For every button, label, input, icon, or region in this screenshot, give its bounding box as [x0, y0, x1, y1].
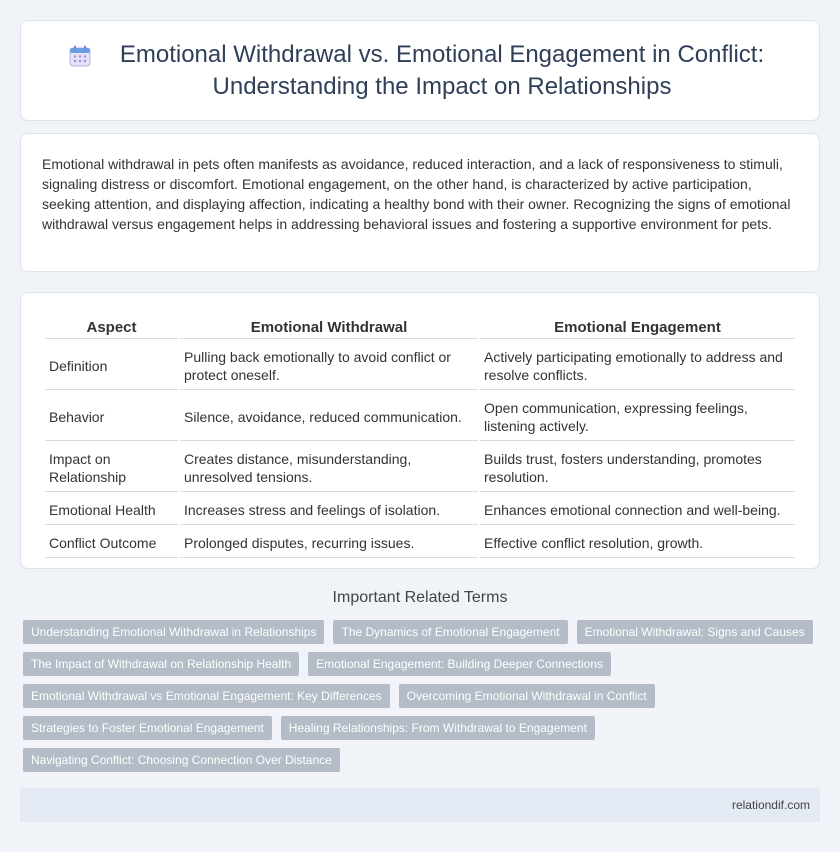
comparison-table — [43, 313, 797, 560]
cell-aspect: Conflict Outcome — [45, 527, 178, 558]
table-row — [45, 527, 795, 558]
related-term-link[interactable]: Emotional Engagement: Building Deeper Connections — [308, 652, 611, 676]
cell-aspect: Emotional Health — [45, 494, 178, 525]
table-row — [45, 341, 795, 390]
related-term-link[interactable]: Understanding Emotional Withdrawal in Relationships — [23, 620, 324, 644]
related-term-link[interactable]: Navigating Conflict: Choosing Connection Over Distance — [23, 748, 340, 772]
cell-aspect: Behavior — [45, 392, 178, 441]
related-term-link[interactable]: Emotional Withdrawal: Signs and Causes — [577, 620, 813, 644]
related-terms-title: Important Related Terms — [332, 589, 508, 606]
header-inner — [68, 39, 772, 103]
cell-engagement: Effective conflict resolution, growth. — [480, 527, 795, 558]
footer-site-link[interactable]: relationdif.com — [731, 798, 810, 812]
intro-paragraph: Emotional withdrawal in pets often manifests as avoidance, reduced interaction, and a lack of responsiveness to stimuli, signaling distress or discomfort. Emotional engagement, on the other hand, is characterized by active participation, seeking attention, and displaying affection, indicating a healthy bond with their owner. Recognizing the signs of emotional withdrawal versus engagement helps in addressing behavioral issues and fostering a supportive environment for pets. — [42, 156, 791, 232]
header-engagement: Emotional Engagement — [480, 315, 795, 339]
cell-engagement: Builds trust, fosters understanding, promotes resolution. — [480, 443, 795, 492]
header-aspect: Aspect — [45, 315, 178, 339]
table-row — [45, 494, 795, 525]
related-term-link[interactable]: The Impact of Withdrawal on Relationship Health — [23, 652, 299, 676]
intro-card — [20, 133, 820, 272]
cell-aspect: Impact on Relationship — [45, 443, 178, 492]
cell-withdrawal: Pulling back emotionally to avoid conflict or protect oneself. — [180, 341, 478, 390]
related-term-link[interactable]: Strategies to Foster Emotional Engagement — [23, 716, 272, 740]
related-term-link[interactable]: The Dynamics of Emotional Engagement — [333, 620, 567, 644]
cell-engagement: Open communication, expressing feelings, listening actively. — [480, 392, 795, 441]
page-title: Emotional Withdrawal vs. Emotional Engagement in Conflict: Understanding the Impact on Relationships — [119, 40, 765, 100]
cell-engagement: Actively participating emotionally to address and resolve conflicts. — [480, 341, 795, 390]
table-row — [45, 392, 795, 441]
cell-withdrawal: Increases stress and feelings of isolation. — [180, 494, 478, 525]
header-withdrawal: Emotional Withdrawal — [180, 315, 478, 339]
related-term-link[interactable]: Emotional Withdrawal vs Emotional Engagement: Key Differences — [23, 684, 390, 708]
related-term-link[interactable]: Overcoming Emotional Withdrawal in Conflict — [399, 684, 655, 708]
cell-withdrawal: Creates distance, misunderstanding, unresolved tensions. — [180, 443, 478, 492]
footer — [20, 788, 820, 822]
cell-withdrawal: Silence, avoidance, reduced communication. — [180, 392, 478, 441]
related-terms-list — [23, 620, 823, 772]
header-card — [20, 20, 820, 121]
cell-engagement: Enhances emotional connection and well-being. — [480, 494, 795, 525]
table-row — [45, 443, 795, 492]
table-header-row — [45, 315, 795, 339]
cell-aspect: Definition — [45, 341, 178, 390]
calendar-icon — [68, 44, 92, 68]
related-term-link[interactable]: Healing Relationships: From Withdrawal to Engagement — [281, 716, 595, 740]
cell-withdrawal: Prolonged disputes, recurring issues. — [180, 527, 478, 558]
comparison-card — [20, 292, 820, 569]
